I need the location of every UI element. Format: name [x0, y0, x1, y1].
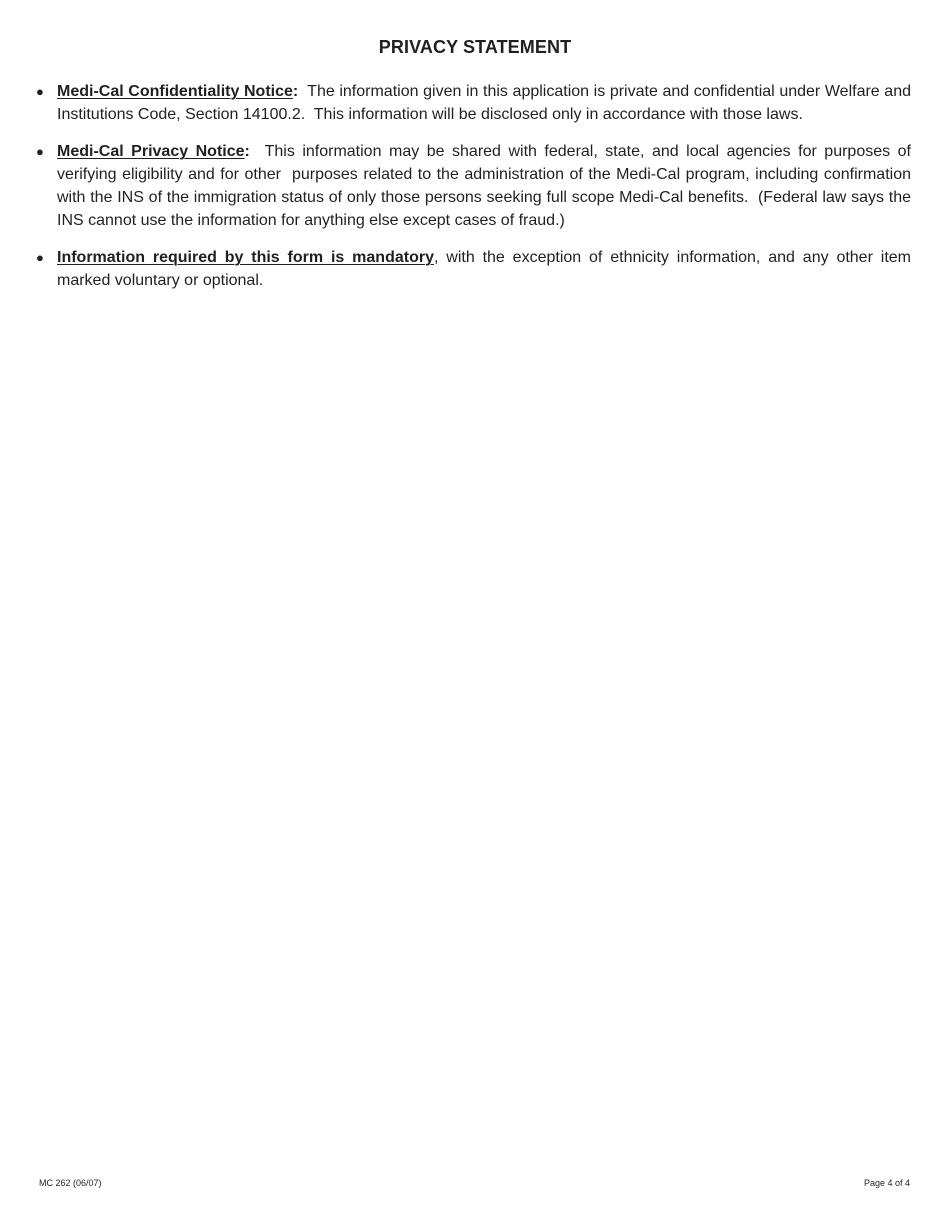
privacy-notice [36, 140, 916, 232]
notice-heading-colon: : [292, 83, 299, 100]
mandatory-information-notice [36, 246, 911, 292]
confidentiality-notice [36, 80, 916, 126]
privacy-notice-list [36, 80, 916, 306]
notice-body: This information may be shared with federal, state, and local agencies for purposes of verifying eligibility and for other purposes related to the administration of the Medi-Cal program, including confirmation with the INS of the immigration status of only those persons seeking full scope Medi-Cal benefits. (Federal law says the INS cannot use the information for anything else except cases of fraud.) [57, 143, 916, 229]
notice-heading: Information required by this form is mandatory [57, 249, 434, 266]
bullet-icon: ● [36, 84, 44, 99]
page-title: PRIVACY STATEMENT [378, 37, 572, 57]
notice-heading: Medi-Cal Confidentiality Notice [57, 83, 293, 100]
bullet-icon: ● [36, 250, 44, 265]
page-number: Page 4 of 4 [863, 1178, 910, 1188]
form-id: MC 262 (06/07) [39, 1178, 102, 1188]
bullet-icon: ● [36, 144, 44, 159]
notice-body: , with the exception of ethnicity information, and any other item marked voluntary or optional. [57, 249, 911, 289]
notice-heading-colon: : [244, 143, 250, 160]
notice-heading: Medi-Cal Privacy Notice [57, 143, 245, 160]
notice-body: The information given in this application is private and confidential under Welfare and Institutions Code, Section 14100.2. This information will be disclosed only in accordance with those laws. [57, 83, 916, 123]
